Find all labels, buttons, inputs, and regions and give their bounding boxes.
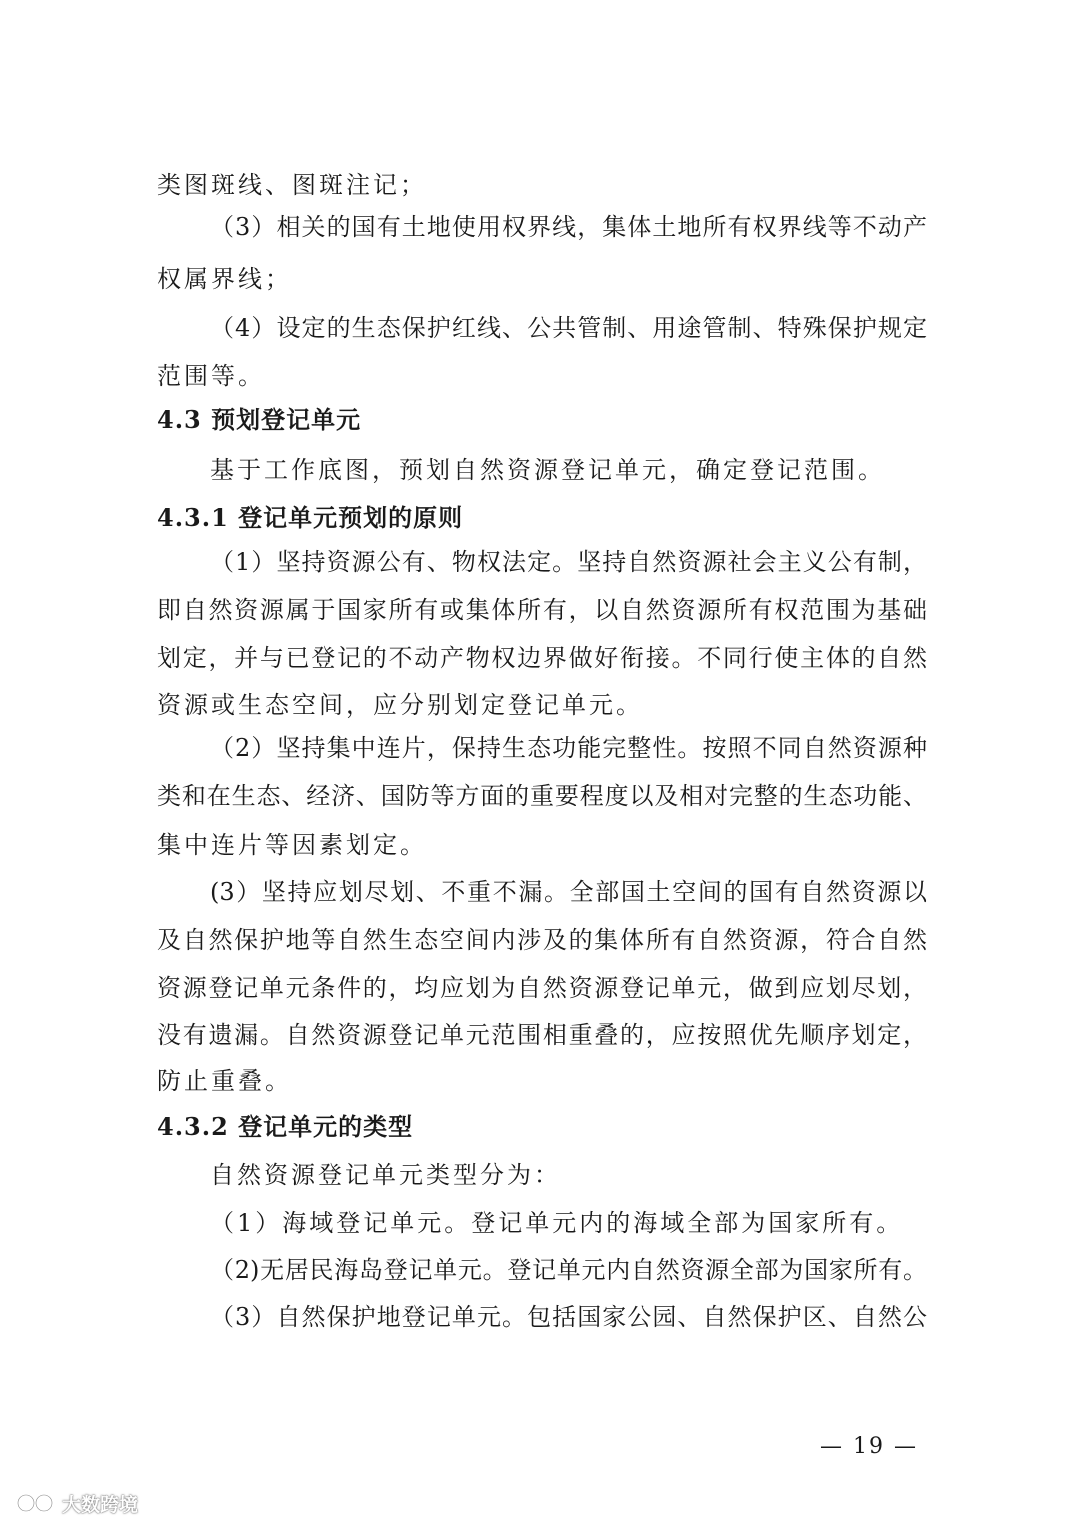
- text-line: （3）相关的国有土地使用权界线，集体土地所有权界线等不动产: [210, 213, 927, 241]
- text-line: （4）设定的生态保护红线、公共管制、用途管制、特殊保护规定: [210, 314, 927, 342]
- text-line: 没有遗漏。自然资源登记单元范围相重叠的，应按照优先顺序划定，: [157, 1021, 927, 1049]
- text-line: 资源或生态空间，应分别划定登记单元。: [157, 691, 643, 719]
- text-line: 类和在生态、经济、国防等方面的重要程度以及相对完整的生态功能、: [157, 782, 927, 810]
- text-line: 类图斑线、图斑注记；: [157, 171, 427, 199]
- text-line: 及自然保护地等自然生态空间内涉及的集体所有自然资源，符合自然: [157, 926, 927, 954]
- text-line: （1）海域登记单元。登记单元内的海域全部为国家所有。: [210, 1209, 904, 1237]
- text-line: （1）坚持资源公有、物权法定。坚持自然资源社会主义公有制，: [210, 548, 927, 576]
- section-heading: 4.3.1 登记单元预划的原则: [157, 503, 464, 532]
- text-line: （2)无居民海岛登记单元。登记单元内自然资源全部为国家所有。: [210, 1256, 927, 1284]
- text-line: 划定，并与已登记的不动产物权边界做好衔接。不同行使主体的自然: [157, 644, 927, 672]
- text-line: 范围等。: [157, 362, 265, 390]
- page-number: — 19 —: [820, 1434, 918, 1459]
- text-line: 防止重叠。: [157, 1067, 292, 1095]
- section-heading: 4.3.2 登记单元的类型: [157, 1112, 414, 1141]
- text-line: 自然资源登记单元类型分为：: [210, 1161, 561, 1189]
- text-line: （3）自然保护地登记单元。包括国家公园、自然保护区、自然公: [210, 1303, 927, 1331]
- text-line: 资源登记单元条件的，均应划为自然资源登记单元，做到应划尽划，: [157, 974, 927, 1002]
- text-line: 基于工作底图，预划自然资源登记单元，确定登记范围。: [210, 456, 885, 484]
- section-heading: 4.3 预划登记单元: [157, 405, 362, 434]
- watermark: [16, 1490, 138, 1516]
- text-line: 集中连片等因素划定。: [157, 831, 427, 859]
- text-line: 即自然资源属于国家所有或集体所有，以自然资源所有权范围为基础: [157, 596, 927, 624]
- text-line: (3）坚持应划尽划、不重不漏。全部国土空间的国有自然资源以: [210, 878, 927, 906]
- text-line: （2）坚持集中连片，保持生态功能完整性。按照不同自然资源种: [210, 734, 927, 762]
- watermark-text: 大数跨境: [62, 1493, 139, 1516]
- text-line: 权属界线；: [157, 265, 292, 293]
- eye-logo-icon: [16, 1492, 56, 1514]
